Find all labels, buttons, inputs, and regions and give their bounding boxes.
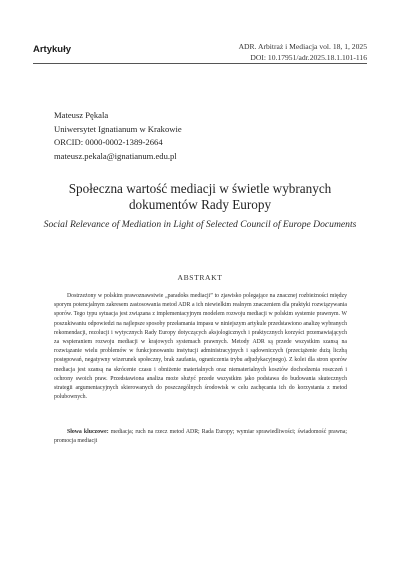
journal-meta — [239, 41, 367, 63]
abstract-text: Dostrzeżony w polskim prawoznawstwie „paradoks mediacji” to zjawisko polegające na znacznej rozbieżności między sporym potencjalnym zakresem zastosowania metod ADR a ich niewielkim realnym znaczeniem dla praktyki rozwiązywania sporów. Tego typu sytuacja jest związana z implementacyjnym modelem rozwoju mediacji w polskim systemie prawnym. W poszukiwaniu odpowiedzi na najlepsze sposoby przełamania impasu w niniejszym artykule przedstawiono analizę wybranych rekomendacji, rezolucji i wytycznych Rady Europy dotyczących aksjologicznych i praktycznych korzyści przemawiających za wspieraniem rozwoju mediacji w krajowych systemach prawnych. Metody ADR są przede wszystkim szansą na rozwiązanie wielu problemów w funkcjonowaniu instytucji administracyjnych i sądowniczych (przeciążenie dużą liczbą postępowań, negatywny wizerunek społeczny, brak zaufania, ograniczenia trybu adjudykacyjnego). Z kolei dla stron sporów mediacja jest szansą na skrócenie czasu i obniżenie materialnych oraz niematerialnych kosztów dochodzenia roszczeń i ochrony swoich praw. Przedstawiona analiza może służyć przede wszystkim jako podstawa do budowania skutecznych strategii argumentacyjnych skierowanych do poszczególnych środowisk w celu zachęcania ich do korzystania z metod polubownych. — [54, 293, 347, 401]
doi-line: DOI: 10.17951/adr.2025.18.1.101-116 — [250, 53, 367, 62]
article-title-polish: Społeczna wartość mediacji w świetle wybranych dokumentów Rady Europy — [68, 181, 332, 212]
abstract-heading: ABSTRAKT — [177, 273, 223, 282]
author-affiliation: Uniwersytet Ignatianum w Krakowie — [54, 123, 182, 134]
keywords-list: mediacja; ruch na rzecz metod ADR; Rada Europy; wymiar sprawiedliwości; świadomość prawna; promocja mediacji — [54, 429, 348, 445]
section-label: Artykuły — [33, 44, 72, 55]
keywords-paragraph — [54, 428, 347, 446]
article-title-english: Social Relevance of Mediation in Light of Selected Council of Europe Documents — [43, 219, 357, 230]
author-orcid: ORCID: 0000-0002-1389-2664 — [54, 137, 163, 147]
author-name: Mateusz Pękala — [54, 110, 109, 120]
author-block — [54, 109, 182, 163]
journal-citation: ADR. Arbitraż i Mediacja vol. 18, 1, 2025 — [238, 42, 367, 51]
author-email: mateusz.pekala@ignatianum.edu.pl — [54, 150, 177, 161]
header-divider — [33, 63, 367, 64]
keywords-label: Słowa kluczowe: — [67, 429, 109, 435]
